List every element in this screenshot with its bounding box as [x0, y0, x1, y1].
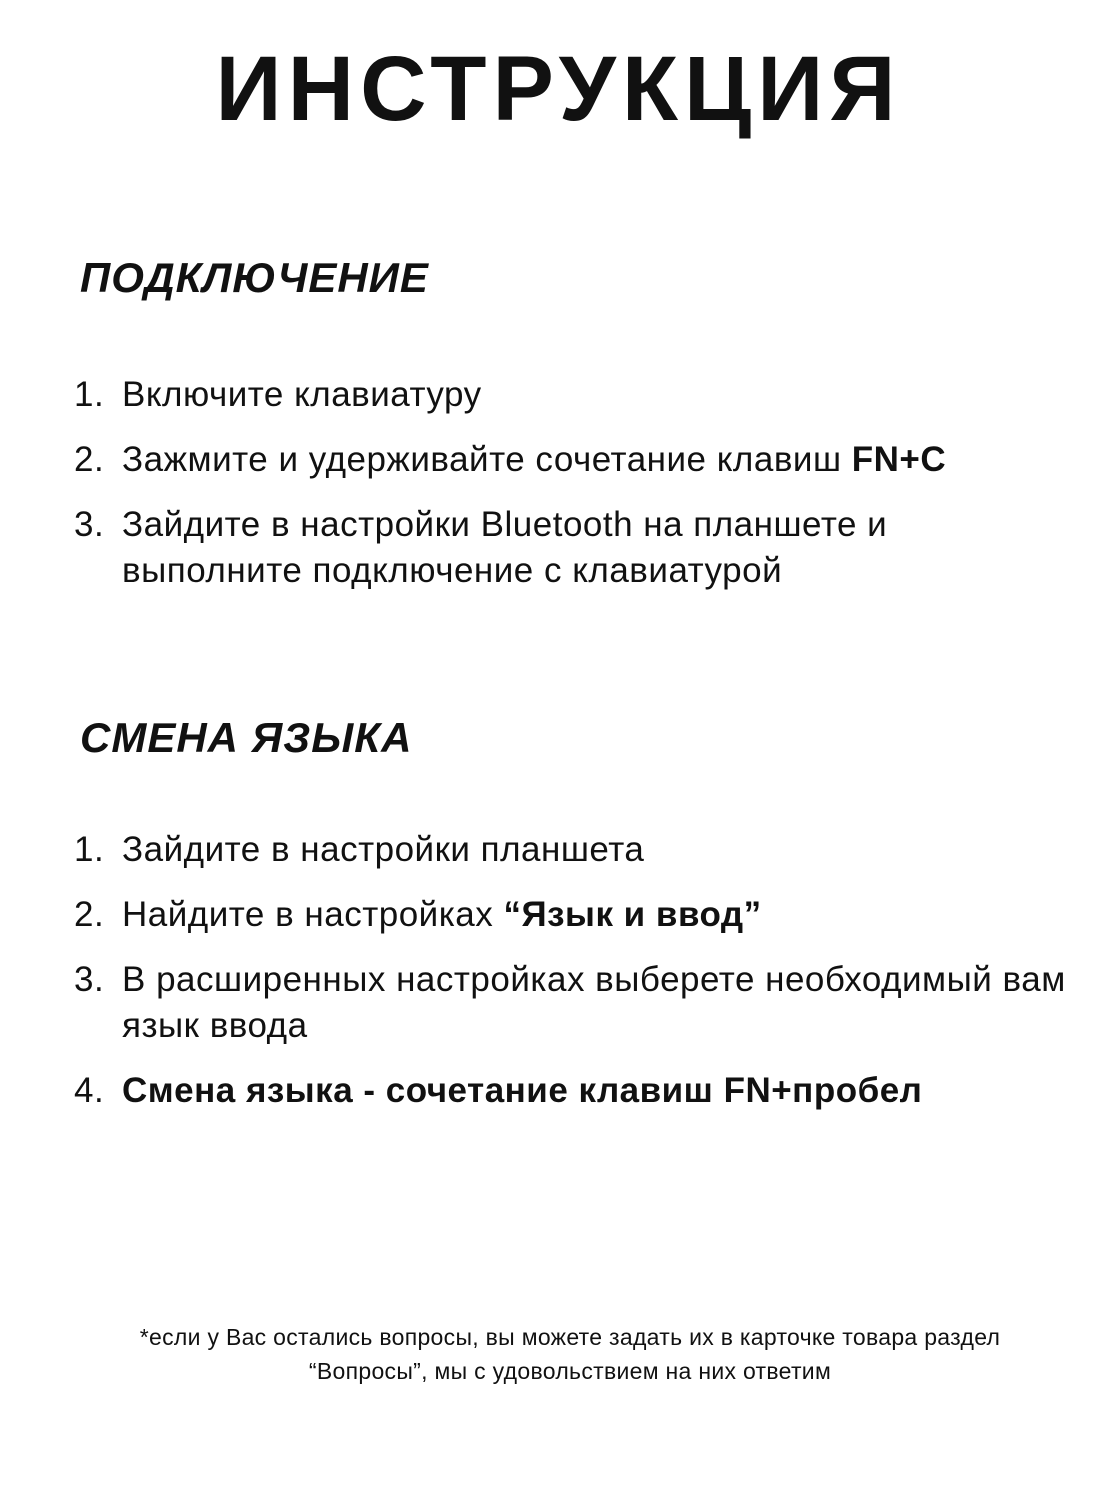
- step-text: Включите клавиатуру: [122, 375, 482, 414]
- list-item: [74, 892, 1074, 938]
- step-text: В расширенных настройках выберете необходимый вам язык ввода: [122, 960, 1066, 1045]
- step-text: Зайдите в настройки Bluetooth на планшете и выполните подключение с клавиатурой: [122, 505, 888, 590]
- key-combination: FN+C: [851, 440, 947, 479]
- language-heading: СМЕНА ЯЗЫКА: [80, 714, 413, 761]
- step-number: 3.: [74, 505, 105, 544]
- list-item: [74, 372, 1074, 418]
- list-item: [74, 502, 1074, 594]
- language-steps: [74, 827, 1074, 1114]
- step-number: 4.: [74, 1071, 105, 1110]
- step-number: 1.: [74, 830, 105, 869]
- step-text: Найдите в настройках: [122, 895, 504, 934]
- step-text: Зайдите в настройки планшета: [122, 830, 645, 869]
- list-item: [74, 957, 1074, 1049]
- list-item: [74, 1068, 1074, 1114]
- list-item: [74, 827, 1074, 873]
- footnote: *если у Вас остались вопросы, вы можете задать их в карточке товара раздел “Вопросы”, мы с удовольствием на них ответим: [139, 1324, 1001, 1384]
- connection-heading: ПОДКЛЮЧЕНИЕ: [80, 254, 429, 301]
- connection-steps: [74, 372, 1074, 594]
- step-number: 2.: [74, 440, 105, 479]
- step-text-bold: Смена языка - сочетание клавиш FN+пробел: [122, 1071, 923, 1110]
- step-number: 1.: [74, 375, 105, 414]
- step-text: Зажмите и удерживайте сочетание клавиш: [122, 440, 852, 479]
- step-number: 3.: [74, 960, 105, 999]
- step-number: 2.: [74, 895, 105, 934]
- menu-name: “Язык и ввод”: [503, 895, 762, 934]
- list-item: [74, 437, 1074, 483]
- page-title: ИНСТРУКЦИЯ: [215, 38, 902, 140]
